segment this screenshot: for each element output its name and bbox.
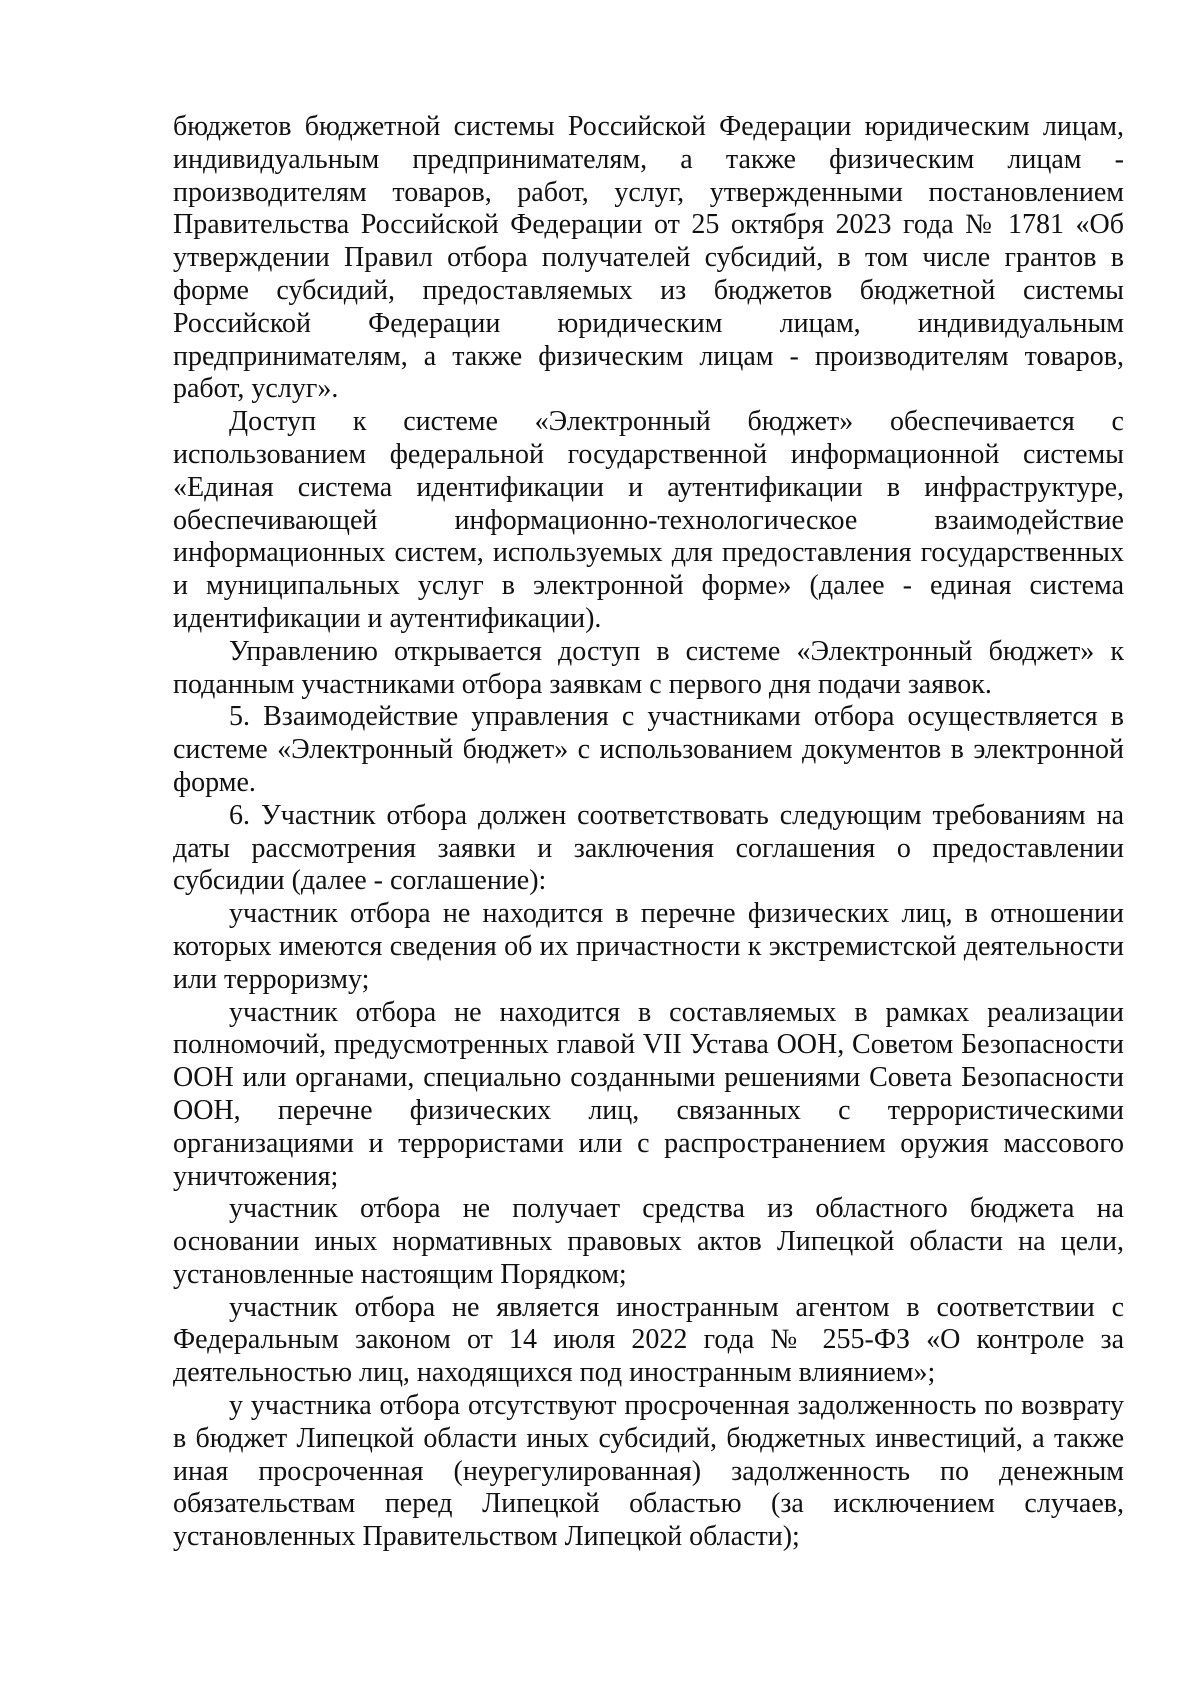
document-body xyxy=(173,111,1124,1554)
paragraph-requirement-extremism: участник отбора не находится в перечне физических лиц, в отношении которых имеются сведения об их причастности к экстремистской деятельности или терроризму; xyxy=(173,898,1124,995)
paragraph-continuation: бюджетов бюджетной системы Российской Федерации юридическим лицам, индивидуальным предпринимателям, а также физическим лицам - производителям товаров, работ, услуг, утвержденными постановлением Правительства Российской Федерации от 25 октября 2023 года № 1781 «Об утверждении Правил отбора получателей субсидий, в том числе грантов в форме субсидий, предоставляемых из бюджетов бюджетной системы Российской Федерации юридическим лицам, индивидуальным предпринимателям, а также физическим лицам - производителям товаров, работ, услуг». xyxy=(173,111,1124,405)
paragraph-requirement-no-funds: участник отбора не получает средства из областного бюджета на основании иных нормативных правовых актов Липецкой области на цели, установленные настоящим Порядком; xyxy=(173,1193,1124,1290)
paragraph-item-5: 5. Взаимодействие управления с участниками отбора осуществляется в системе «Электронный бюджет» с использованием документов в электронной форме. xyxy=(173,701,1124,798)
paragraph-electronic-budget-access: Доступ к системе «Электронный бюджет» обеспечивается с использованием федеральной государственной информационной системы «Единая система идентификации и аутентификации в инфраструктуре, обеспечивающей информационно-технологическое взаимодействие информационных систем, используемых для предоставления государственных и муниципальных услуг в электронной форме» (далее - единая система идентификации и аутентификации). xyxy=(173,406,1124,634)
paragraph-item-6: 6. Участник отбора должен соответствовать следующим требованиям на даты рассмотрения заявки и заключения соглашения о предоставлении субсидии (далее - соглашение): xyxy=(173,799,1124,897)
paragraph-requirement-un-list: участник отбора не находится в составляемых в рамках реализации полномочий, предусмотренных главой VII Устава ООН, Советом Безопасности ООН или органами, специально созданными решениями Совета Безопасности ООН, перечне физических лиц, связанных с террористическими организациями и террористами или с распространением оружия массового уничтожения; xyxy=(173,996,1124,1192)
paragraph-department-access: Управлению открывается доступ в системе «Электронный бюджет» к поданным участниками отбора заявкам с первого дня подачи заявок. xyxy=(173,635,1124,700)
paragraph-requirement-debt: у участника отбора отсутствуют просроченная задолженность по возврату в бюджет Липецкой области иных субсидий, бюджетных инвестиций, а также иная просроченная (неурегулированная) задолженность по денежным обязательствам перед Липецкой областью (за исключением случаев, установленных Правительством Липецкой области); xyxy=(173,1390,1124,1553)
paragraph-requirement-foreign-agent: участник отбора не является иностранным агентом в соответствии с Федеральным законом от 14 июля 2022 года № 255-ФЗ «О контроле за деятельностью лиц, находящихся под иностранным влиянием»; xyxy=(173,1291,1124,1389)
